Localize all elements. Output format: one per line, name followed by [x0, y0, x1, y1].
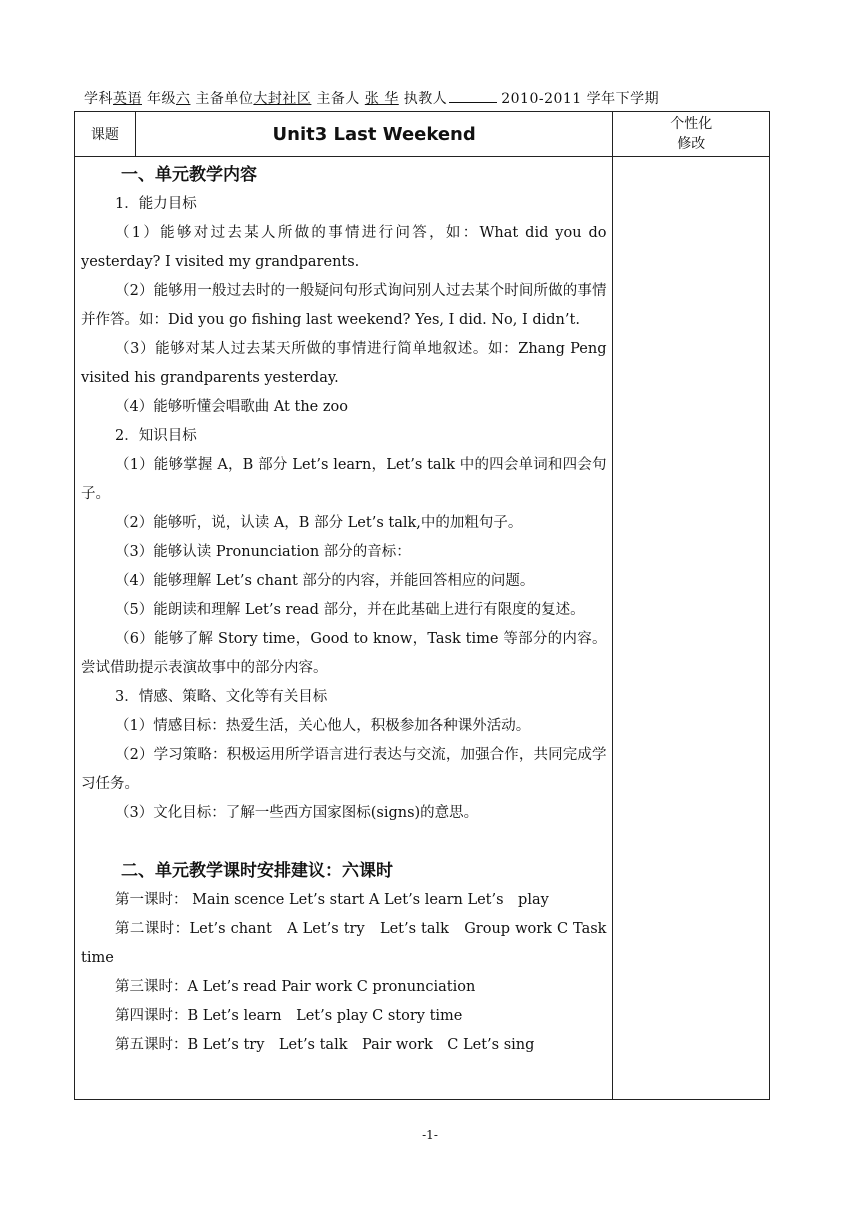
document-header — [84, 88, 774, 108]
title-row — [75, 112, 770, 157]
topic-label: 课题 — [75, 112, 136, 157]
affect-heading: 3．情感、策略、文化等有关目标 — [115, 689, 328, 705]
notes-label-line2: 修改 — [677, 136, 706, 152]
subject-value: 英语 — [113, 91, 142, 107]
teacher-blank — [449, 90, 497, 103]
term-value: 2010-2011 学年下学期 — [501, 91, 660, 107]
personal-notes-cell — [613, 157, 770, 1100]
lesson-item: 第一课时： Main scence Let’s start A Let’s learn Let’s play — [115, 892, 549, 908]
notes-label-line1: 个性化 — [670, 116, 713, 132]
preparer-label: 主备人 — [316, 91, 360, 107]
unit-value: 大封社区 — [253, 91, 312, 107]
affect-item: （3）文化目标：了解一些西方国家图标(signs)的意思。 — [115, 805, 479, 821]
content-cell — [75, 157, 613, 1100]
preparer-value: 张 华 — [364, 91, 399, 107]
knowledge-item: （6）能够了解 Story time，Good to know，Task time 等部分的内容。尝试借助提示表演故事中的部分内容。 — [81, 631, 607, 676]
topic-title: Unit3 Last Weekend — [135, 112, 613, 157]
teacher-label: 执教人 — [403, 91, 448, 107]
affect-item: （2）学习策略：积极运用所学语言进行表达与交流，加强合作，共同完成学习任务。 — [81, 747, 607, 792]
lesson-plan-table — [74, 111, 770, 1100]
ability-item: （2）能够用一般过去时的一般疑问句形式询问别人过去某个时间所做的事情并作答。如：Did you go fishing last weekend? Yes, I did. No, I didn’t. — [81, 283, 607, 328]
spacer — [81, 828, 606, 857]
lesson-item: 第二课时：Let’s chant A Let’s try Let’s talk Group work C Task time — [81, 921, 607, 966]
knowledge-item: （2）能够听，说，认读 A，B 部分 Let’s talk,中的加粗句子。 — [115, 515, 523, 531]
page-number: -1- — [422, 1128, 438, 1142]
ability-item: （1）能够对过去某人所做的事情进行问答，如：What did you do yesterday? I visited my grandparents. — [81, 225, 607, 270]
lesson-item: 第四课时：B Let’s learn Let’s play C story time — [115, 1008, 463, 1024]
ability-item: （4）能够听懂会唱歌曲 At the zoo — [115, 399, 348, 415]
subject-label: 学科 — [84, 91, 113, 107]
grade-label: 年级 — [146, 91, 176, 107]
content-row — [75, 157, 770, 1100]
knowledge-item: （3）能够认读 Pronunciation 部分的音标： — [115, 544, 411, 560]
ability-heading: 1．能力目标 — [115, 196, 197, 212]
ability-item: （3）能够对某人过去某天所做的事情进行简单地叙述。如：Zhang Peng visited his grandparents yesterday. — [81, 341, 607, 386]
lesson-item: 第三课时：A Let’s read Pair work C pronunciation — [115, 979, 476, 995]
knowledge-item: （1）能够掌握 A，B 部分 Let’s learn，Let’s talk 中的四会单词和四会句子。 — [81, 457, 607, 502]
section-heading-1: 一、单元教学内容 — [121, 165, 257, 185]
lesson-item: 第五课时：B Let’s try Let’s talk Pair work C Let’s sing — [115, 1037, 535, 1053]
grade-value: 六 — [175, 91, 191, 107]
affect-item: （1）情感目标：热爱生活，关心他人，积极参加各种课外活动。 — [115, 718, 531, 734]
unit-label: 主备单位 — [195, 91, 254, 107]
knowledge-item: （4）能够理解 Let’s chant 部分的内容，并能回答相应的问题。 — [115, 573, 535, 589]
knowledge-heading: 2．知识目标 — [115, 428, 197, 444]
personal-notes-header — [613, 112, 770, 157]
section-heading-2: 二、单元教学课时安排建议：六课时 — [121, 861, 393, 881]
knowledge-item: （5）能朗读和理解 Let’s read 部分，并在此基础上进行有限度的复述。 — [115, 602, 585, 618]
